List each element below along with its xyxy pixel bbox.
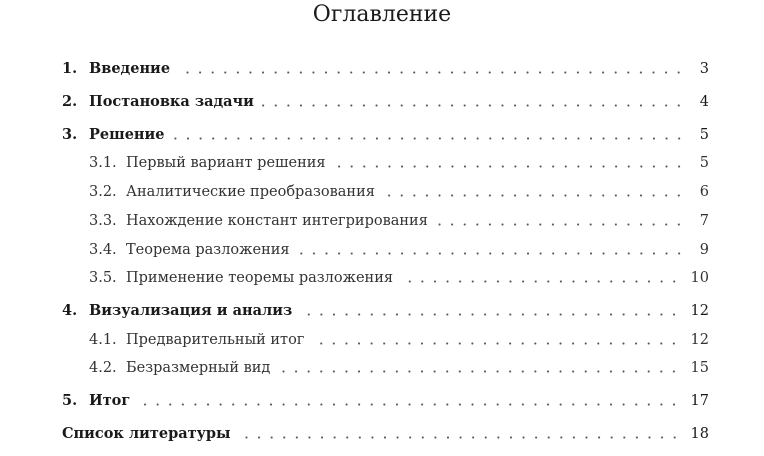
toc-entry-page: 5 [699,155,709,171]
toc-entry-label: Теорема разложения [126,242,290,258]
toc-entry-label: Нахождение констант интегрирования [126,213,428,229]
dot-leader [239,436,681,439]
toc-entry-label: Визуализация и анализ [89,302,293,319]
toc-entry-label: Предварительный итог [126,332,305,348]
toc-entry-number: 5. [62,392,78,409]
toc-entry-label: Итог [89,392,131,409]
toc-entry-label: Постановка задачи [89,93,254,110]
toc-entry-applying-theorem[interactable] [89,268,709,288]
toc-entry-conclusion[interactable] [62,391,709,411]
dot-leader [173,137,685,140]
toc-entry-number: 3.2. [89,184,117,200]
toc-entry-label: Безразмерный вид [126,360,271,376]
toc-entry-page: 4 [699,94,709,110]
dot-leader [383,194,685,197]
toc-entry-solution[interactable] [62,125,709,145]
toc-entry-number: 3.1. [89,155,117,171]
dot-leader [300,313,680,316]
toc-entry-label: Введение [89,60,171,77]
toc-entry-visualization[interactable] [62,301,709,321]
toc-entry-page: 7 [699,213,709,229]
toc-entry-number: 4. [62,302,78,319]
toc-entry-introduction[interactable] [62,59,709,79]
toc-entry-label: Решение [89,126,165,143]
dot-leader [178,71,685,74]
toc-entry-label: Список литературы [62,425,231,442]
toc-entry-dimensionless-form[interactable] [89,358,709,378]
toc-entry-page: 9 [699,242,709,258]
toc-entry-number: 3. [62,126,78,143]
dot-leader [436,223,685,226]
toc-entry-label: Применение теоремы разложения [126,270,394,286]
toc-entry-expansion-theorem[interactable] [89,240,709,260]
toc-entry-page: 15 [690,360,709,376]
toc-entry-integration-constants[interactable] [89,211,709,231]
toc-entry-number: 3.3. [89,213,117,229]
dot-leader [278,370,680,373]
toc-entry-page: 12 [690,332,709,348]
toc-entry-page: 6 [699,184,709,200]
toc-entry-page: 12 [690,303,709,319]
toc-entry-number: 2. [62,93,78,110]
toc-entry-label: Первый вариант решения [126,155,326,171]
dot-leader [334,165,685,168]
toc-entry-number: 4.1. [89,332,117,348]
toc-entry-problem-statement[interactable] [62,92,709,112]
toc-entry-first-variant[interactable] [89,153,709,173]
toc-entry-page: 3 [699,61,709,77]
toc-entry-number: 3.4. [89,242,117,258]
toc-entry-number: 1. [62,60,78,77]
dot-leader [138,403,680,406]
toc-entry-page: 10 [690,270,709,286]
toc-title: Оглавление [312,2,452,27]
toc-entry-label: Аналитические преобразования [126,184,375,200]
toc-entry-page: 5 [699,127,709,143]
dot-leader [298,252,685,255]
dot-leader [401,280,681,283]
toc-entry-analytic-transforms[interactable] [89,182,709,202]
toc-entry-page: 18 [690,426,709,442]
toc-entry-number: 3.5. [89,270,117,286]
toc-entry-number: 4.2. [89,360,117,376]
dot-leader [262,104,685,107]
toc-entry-preliminary-result[interactable] [89,330,709,350]
toc-entry-references[interactable] [62,424,709,444]
dot-leader [312,342,680,345]
toc-entry-page: 17 [690,393,709,409]
